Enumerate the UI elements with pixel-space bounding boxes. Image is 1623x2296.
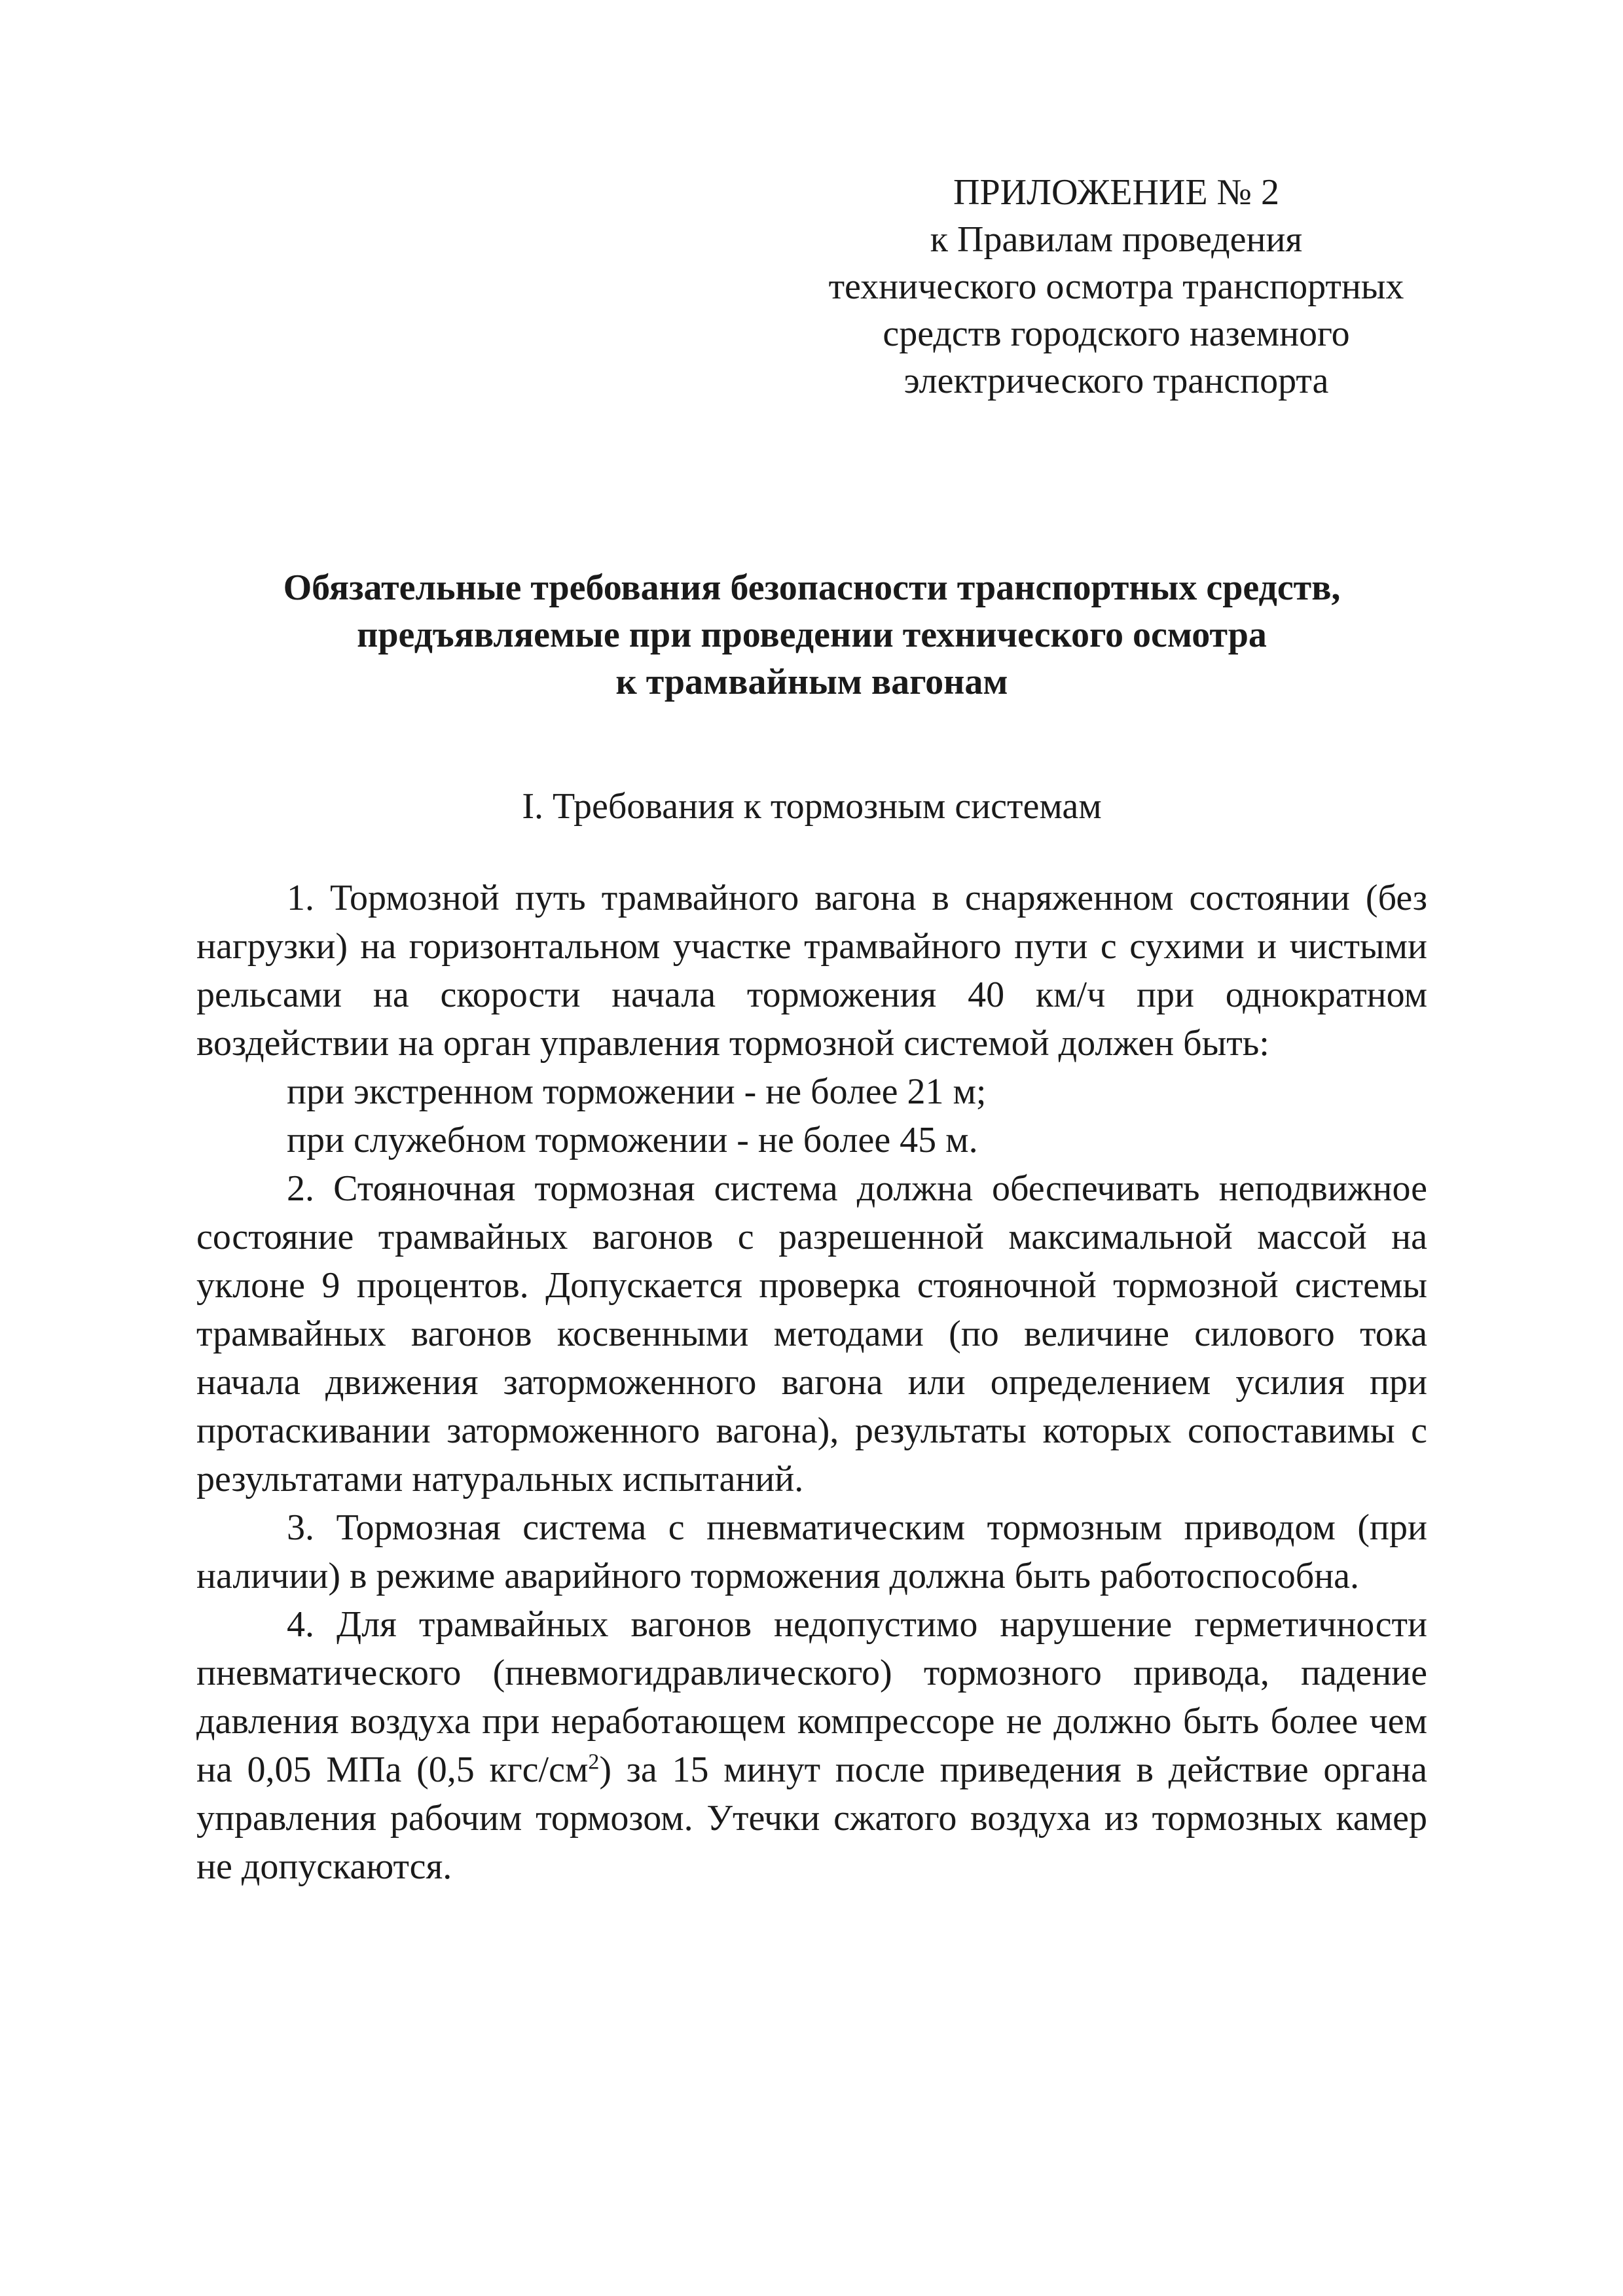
appendix-header xyxy=(773,169,1460,404)
appendix-line: технического осмотра транспортных xyxy=(828,266,1404,307)
paragraph-1: 1. Тормозной путь трамвайного вагона в снаряженном состоянии (без нагрузки) на горизонтальном участке трамвайного пути с сухими и чистыми рельсами на скорости начала торможения 40 км/ч при однократном воздействии на орган управления тормозной системой должен быть: xyxy=(196,878,1427,1064)
appendix-line: электрического транспорта xyxy=(903,361,1329,401)
paragraph-2: 2. Стояночная тормозная система должна обеспечивать неподвижное состояние трамвайных вагонов с разрешенной максимальной массой на уклоне 9 процентов. Допускается проверка стояночной тормозной системы трамвайных вагонов косвенными методами (по величине силового тока начала движения заторможенного вагона или определением усилия при протаскивании заторможенного вагона), результаты которых сопоставимы с результатами натуральных испытаний. xyxy=(196,1168,1427,1499)
paragraph-3: 3. Тормозная система с пневматическим тормозным приводом (при наличии) в режиме аварийного торможения должна быть работоспособна. xyxy=(196,1507,1427,1596)
body-text xyxy=(196,874,1427,1891)
paragraph-1-emergency: при экстренном торможении - не более 21 м; xyxy=(287,1071,987,1112)
appendix-line: средств городского наземного xyxy=(883,314,1350,354)
title-line: Обязательные требования безопасности транспортных средств, xyxy=(283,567,1341,608)
document-title xyxy=(196,564,1427,706)
superscript: 2 xyxy=(588,1749,600,1774)
paragraph-1-service: при служебном торможении - не более 45 м. xyxy=(287,1120,978,1160)
appendix-line: к Правилам проведения xyxy=(930,219,1303,260)
title-line: к трамвайным вагонам xyxy=(615,662,1008,702)
paragraph-4 xyxy=(196,1600,1427,1891)
title-line: предъявляемые при проведении технического осмотра xyxy=(357,615,1267,655)
paragraph-4-start: 4. Для трамвайных вагонов недопустимо нарушение герметичности пневматического (пневмогидравлического) тормозного привода, падение давления воздуха при неработающем компрессоре не должно быть более чем на 0,05 МПа (0,5 кгс/см xyxy=(196,1604,1427,1790)
paragraph-4-end: ) за 15 минут после приведения в действие органа управления рабочим тормозом. Утечки сжатого воздуха из тормозных камер не допускаются. xyxy=(196,1749,1428,1887)
appendix-number: ПРИЛОЖЕНИЕ № 2 xyxy=(953,172,1279,213)
section-heading: I. Требования к тормозным системам xyxy=(522,786,1102,827)
